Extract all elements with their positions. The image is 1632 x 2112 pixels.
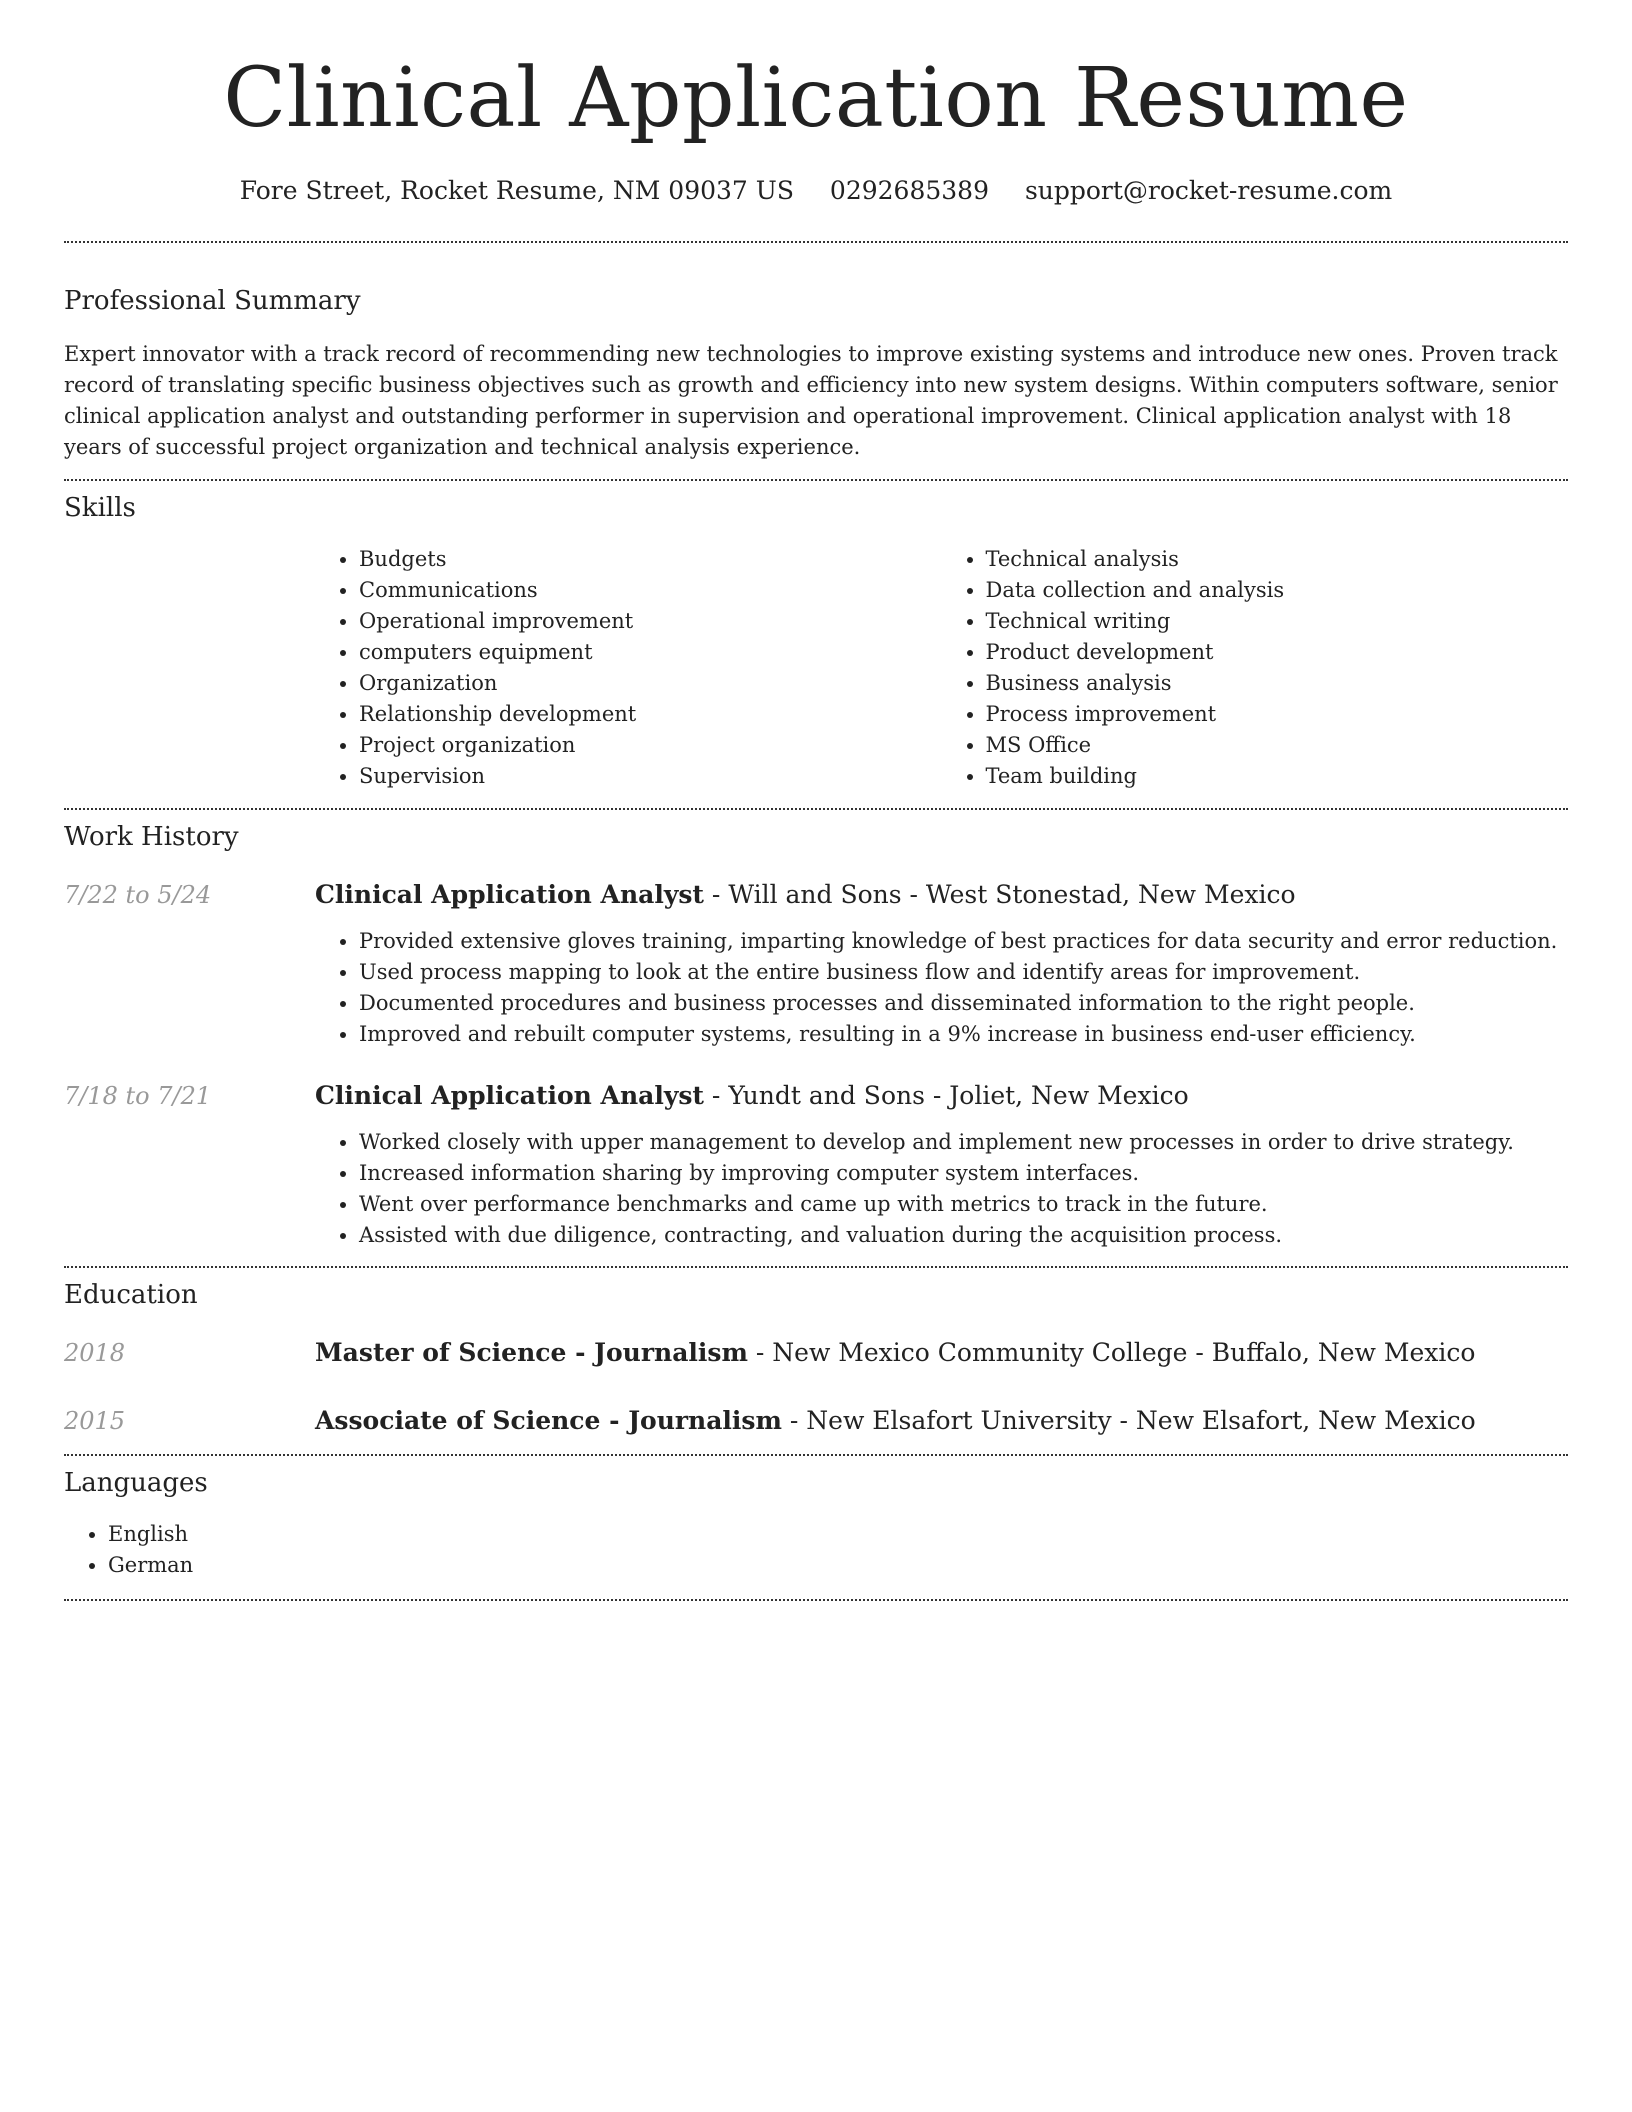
divider xyxy=(64,1599,1568,1601)
education-title: Education xyxy=(64,1280,198,1310)
divider xyxy=(64,1454,1568,1456)
skill-item: • Budgets xyxy=(359,544,942,575)
contact-phone: 0292685389 xyxy=(829,176,989,205)
job-entry xyxy=(64,878,1568,1050)
education-degree: Master of Science - Journalism xyxy=(315,1338,748,1367)
contact-email: support@rocket-resume.com xyxy=(1024,176,1393,205)
skill-item: • Data collection and analysis xyxy=(986,575,1569,606)
contact-line xyxy=(64,174,1568,208)
job-dates: 7/22 to 5/24 xyxy=(64,881,212,909)
skills-list-left xyxy=(315,544,942,792)
skills-title: Skills xyxy=(64,493,136,523)
skill-item: • Product development xyxy=(986,637,1569,668)
skill-item: • Relationship development xyxy=(359,699,942,730)
divider xyxy=(64,808,1568,810)
skill-item: • Technical analysis xyxy=(986,544,1569,575)
job-role: Clinical Application Analyst xyxy=(315,1081,704,1110)
divider xyxy=(64,1266,1568,1268)
education-degree: Associate of Science - Journalism xyxy=(315,1406,782,1435)
skill-item: • Project organization xyxy=(359,730,942,761)
job-company: - Yundt and Sons - Joliet, New Mexico xyxy=(703,1081,1189,1110)
contact-address: Fore Street, Rocket Resume, NM 09037 US xyxy=(239,176,794,205)
job-dates: 7/18 to 7/21 xyxy=(64,1082,212,1110)
job-bullet: • Provided extensive gloves training, imparting knowledge of best practices for data security and error reduction. xyxy=(359,926,1568,957)
resume-page xyxy=(64,0,1568,1601)
education-heading xyxy=(315,1336,1568,1370)
skill-item: • Team building xyxy=(986,761,1569,792)
work-section xyxy=(64,820,1568,1251)
skill-item: • Operational improvement xyxy=(359,606,942,637)
summary-title: Professional Summary xyxy=(64,286,361,316)
skill-item: • Supervision xyxy=(359,761,942,792)
job-body xyxy=(315,1079,1568,1251)
job-bullet: • Improved and rebuilt computer systems, resulting in a 9% increase in business end-user efficiency. xyxy=(359,1019,1568,1050)
education-year: 2018 xyxy=(64,1339,126,1367)
summary-section xyxy=(64,284,1568,463)
job-bullet: • Worked closely with upper management to develop and implement new processes in order to drive strategy. xyxy=(359,1127,1568,1158)
job-heading xyxy=(315,878,1568,912)
education-entry xyxy=(64,1404,1568,1438)
job-bullet: • Used process mapping to look at the entire business flow and identify areas for improvement. xyxy=(359,957,1568,988)
resume-name: Clinical Application Resume xyxy=(223,51,1409,146)
work-title: Work History xyxy=(64,822,239,852)
language-item: • German xyxy=(108,1550,1568,1581)
skills-columns xyxy=(315,544,1568,792)
education-section xyxy=(64,1278,1568,1438)
job-bullets xyxy=(315,926,1568,1050)
skill-item: • computers equipment xyxy=(359,637,942,668)
languages-section xyxy=(64,1466,1568,1581)
skill-item: • MS Office xyxy=(986,730,1569,761)
skill-item: • Technical writing xyxy=(986,606,1569,637)
education-entry xyxy=(64,1336,1568,1370)
skill-item: • Process improvement xyxy=(986,699,1569,730)
skills-list-right xyxy=(942,544,1569,792)
job-bullet: • Increased information sharing by improving computer system interfaces. xyxy=(359,1158,1568,1189)
education-school: - New Mexico Community College - Buffalo, New Mexico xyxy=(747,1338,1476,1367)
job-role: Clinical Application Analyst xyxy=(315,880,704,909)
skill-item: • Communications xyxy=(359,575,942,606)
education-school: - New Elsafort University - New Elsafort, New Mexico xyxy=(781,1406,1476,1435)
skill-item: • Business analysis xyxy=(986,668,1569,699)
skill-item: • Organization xyxy=(359,668,942,699)
summary-text: Expert innovator with a track record of recommending new technologies to improve existing systems and introduce new ones. Proven track record of translating specific business objectives such as growth and efficiency into new system designs. Within computers software, senior clinical application analyst and outstanding performer in supervision and operational improvement. Clinical application analyst with 18 years of successful project organization and technical analysis experience. xyxy=(64,342,1558,459)
job-heading xyxy=(315,1079,1568,1113)
job-bullet: • Went over performance benchmarks and came up with metrics to track in the future. xyxy=(359,1189,1568,1220)
job-body xyxy=(315,878,1568,1050)
job-bullet: • Assisted with due diligence, contracting, and valuation during the acquisition process. xyxy=(359,1220,1568,1251)
job-company: - Will and Sons - West Stonestad, New Mexico xyxy=(703,880,1296,909)
job-bullet: • Documented procedures and business processes and disseminated information to the right people. xyxy=(359,988,1568,1019)
education-heading xyxy=(315,1404,1568,1438)
languages-list xyxy=(64,1519,1568,1581)
divider xyxy=(64,479,1568,481)
education-year: 2015 xyxy=(64,1407,126,1435)
skills-section xyxy=(64,491,1568,792)
language-item: • English xyxy=(108,1519,1568,1550)
divider xyxy=(64,241,1568,243)
job-entry xyxy=(64,1079,1568,1251)
languages-title: Languages xyxy=(64,1468,208,1498)
job-bullets xyxy=(315,1127,1568,1251)
